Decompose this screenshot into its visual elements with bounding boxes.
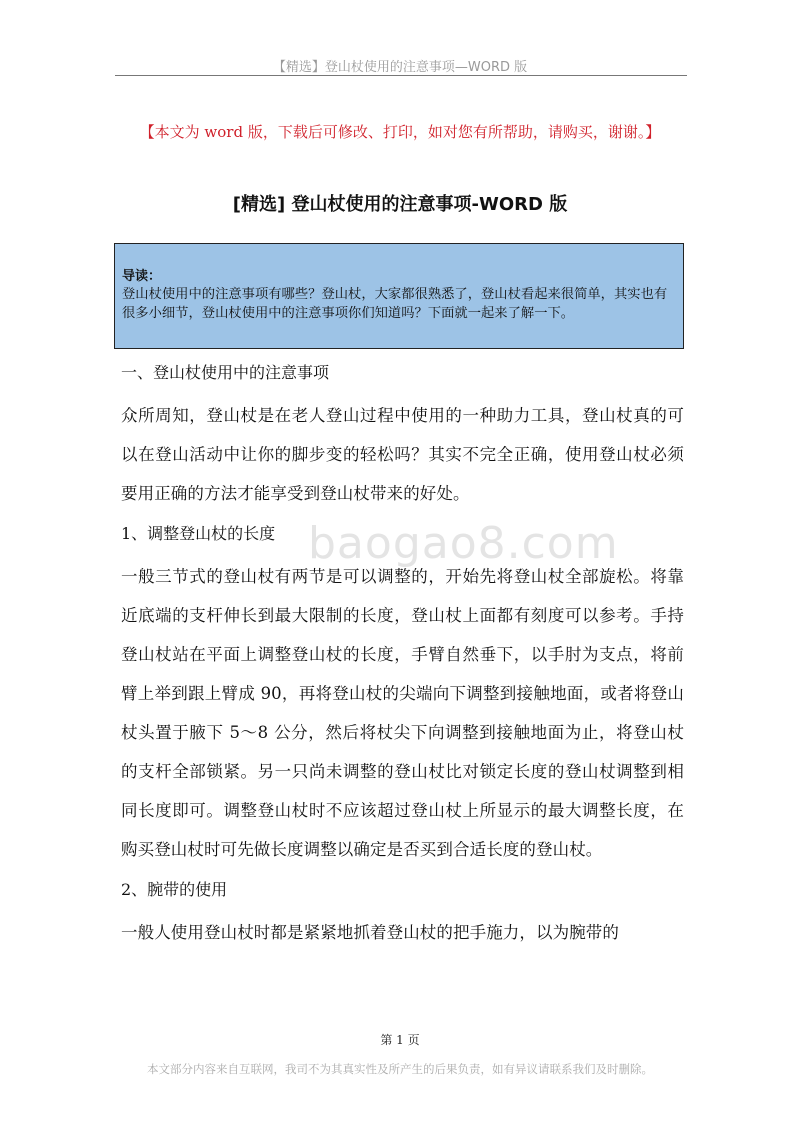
intro-body: 登山杖使用中的注意事项有哪些？登山杖，大家都很熟悉了，登山杖看起来很简单，其实也有很多小细节，登山杖使用中的注意事项你们知道吗？下面就一起来了解一下。 bbox=[122, 287, 668, 321]
page-number: 第 1 页 bbox=[380, 1033, 420, 1047]
section-heading: 2、腕带的使用 bbox=[121, 880, 228, 899]
header-divider bbox=[115, 75, 687, 76]
paragraph: 一般三节式的登山杖有两节是可以调整的，开始先将登山杖全部旋松。将靠近底端的支杆伸长到最大限制的长度，登山杖上面都有刻度可以参考。手持登山杖站在平面上调整登山杖的长度，手臂自然垂下，以手肘为支点，将前臂上举到跟上臂成 90，再将登山杖的尖端向下调整到接触地面，或者将登山杖头置于腋下 5～8 公分，然后将杖尖下向调整到接触地面为止，将登山杖的支杆全部锁紧。另一只尚未调整的登山杖比对锁定长度的登山杖调整到相同长度即可。调整登山杖时不应该超过登山杖上所显示的最大调整长度，在购买登山杖时可先做长度调整以确定是否买到合适长度的登山杖。 bbox=[121, 567, 684, 859]
purchase-notice: 【本文为 word 版，下载后可修改、打印，如对您有所帮助，请购买，谢谢。】 bbox=[139, 123, 661, 141]
footer-disclaimer: 本文部分内容来自互联网，我司不为其真实性及所产生的后果负责，如有异议请联系我们及时删除。 bbox=[147, 1062, 653, 1076]
page-header: 【精选】登山杖使用的注意事项—WORD 版 bbox=[272, 60, 528, 75]
paragraph: 一般人使用登山杖时都是紧紧地抓着登山杖的把手施力，以为腕带的 bbox=[121, 923, 619, 942]
document-title: [精选] 登山杖使用的注意事项-WORD 版 bbox=[232, 194, 568, 215]
intro-label: 导读： bbox=[122, 269, 162, 284]
intro-box bbox=[114, 243, 684, 349]
watermark: baogao8.com bbox=[308, 518, 619, 569]
paragraph: 众所周知，登山杖是在老人登山过程中使用的一种助力工具，登山杖真的可以在登山活动中让你的脚步变的轻松吗？其实不完全正确，使用登山杖必须要用正确的方法才能享受到登山杖带来的好处。 bbox=[121, 406, 684, 503]
section-heading: 一、登山杖使用中的注意事项 bbox=[121, 363, 330, 382]
section-heading: 1、调整登山杖的长度 bbox=[121, 524, 276, 543]
document-body bbox=[121, 358, 684, 958]
